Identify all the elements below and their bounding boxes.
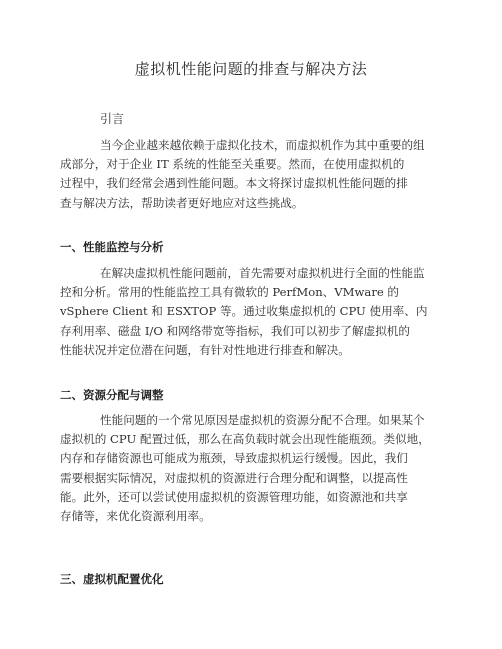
section-heading: 一、性能监控与分析 bbox=[60, 240, 164, 254]
paragraph-line: 过程中，我们经常会遇到性能问题。本文将探讨虚拟机性能问题的排 bbox=[60, 176, 408, 191]
paragraph-line: 性能状况并定位潜在问题，有针对性地进行排查和解决。 bbox=[60, 342, 350, 357]
paragraph-line: 在解决虚拟机性能问题前，首先需要对虚拟机进行全面的性能监 bbox=[100, 266, 425, 280]
paragraph-line: 存储等，来优化资源利用率。 bbox=[60, 509, 211, 524]
paragraph-line: 性能问题的一个常见原因是虚拟机的资源分配不合理。如果某个 bbox=[100, 413, 425, 427]
paragraph-line: 当今企业越来越依赖于虚拟化技术，而虚拟机作为其中重要的组 bbox=[100, 138, 425, 152]
document-title: 虚拟机性能问题的排查与解决方法 bbox=[134, 60, 368, 78]
paragraph-line: 能。此外，还可以尝试使用虚拟机的资源管理功能，如资源池和共享 bbox=[60, 489, 408, 504]
paragraph-line: 控和分析。常用的性能监控工具有微软的 PerfMon、VMware 的 bbox=[60, 285, 400, 300]
intro-paragraph bbox=[60, 136, 460, 213]
intro-label: 引言 bbox=[100, 112, 125, 126]
section-paragraph bbox=[60, 411, 460, 526]
paragraph-line: 需要根据实际情况，对虚拟机的资源进行合理分配和调整，以提高性 bbox=[60, 470, 408, 485]
section-heading: 二、资源分配与调整 bbox=[60, 388, 164, 402]
paragraph-line: 存利用率、磁盘 I/O 和网络带宽等指标，我们可以初步了解虚拟机的 bbox=[60, 323, 410, 338]
paragraph-line: 虚拟机的 CPU 配置过低，那么在高负载时就会出现性能瓶颈。类似地， bbox=[60, 432, 430, 447]
section-heading: 三、虚拟机配置优化 bbox=[60, 572, 164, 586]
paragraph-line: 成部分，对于企业 IT 系统的性能至关重要。然而，在使用虚拟机的 bbox=[60, 157, 405, 172]
paragraph-line: 内存和存储资源也可能成为瓶颈，导致虚拟机运行缓慢。因此，我们 bbox=[60, 451, 408, 466]
paragraph-line: vSphere Client 和 ESXTOP 等。通过收集虚拟机的 CPU 使用率、内 bbox=[60, 304, 428, 319]
paragraph-line: 查与解决方法，帮助读者更好地应对这些挑战。 bbox=[60, 195, 304, 210]
section-paragraph bbox=[60, 264, 460, 360]
